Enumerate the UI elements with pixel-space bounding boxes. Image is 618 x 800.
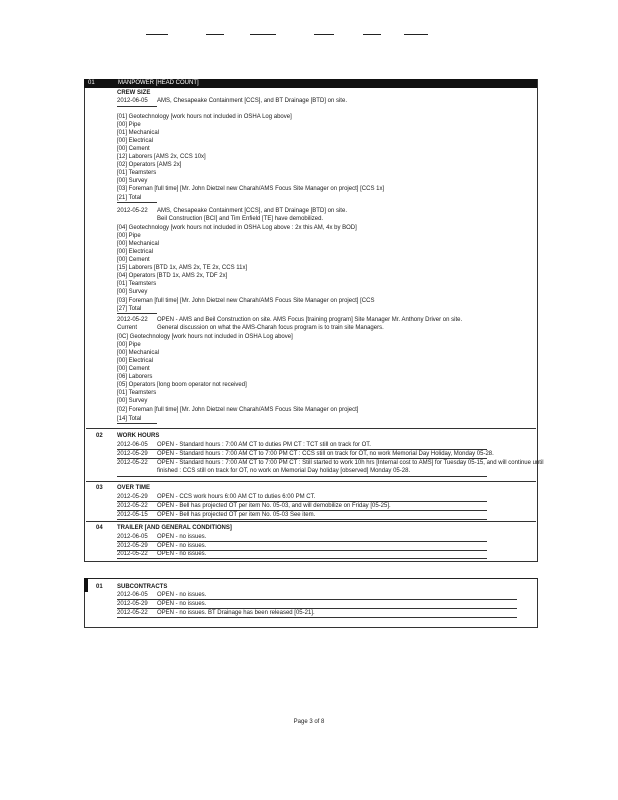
entry-text: OPEN - Bell has projected OT per item No. 05-03, and will demobilize on Friday [05-25]. [157,503,391,509]
entry-date: 2012-05-22 [117,503,148,509]
header-line [404,34,428,35]
entry-date: 2012-06-05 [117,442,148,448]
underline [117,541,487,542]
crew-line: [00] Pipe [117,342,141,348]
entry-date: 2012-05-29 [117,451,148,457]
underline [117,550,487,551]
header-line [206,34,224,35]
entry-date: 2012-05-29 [117,543,148,549]
underline [117,510,487,511]
crew-line: [01] Mechanical [117,130,160,136]
crew-line: [12] Laborers [AMS 2x, CCS 10x] [117,154,206,160]
section-title: MANPOWER [HEAD COUNT] [118,80,199,86]
crew-line: [01] Teamsters [117,390,157,396]
underline [117,501,487,502]
section-number: 01 [88,80,95,86]
entry-text: OPEN - Bell has projected OT per item No. 05-03 See item. [157,512,316,518]
crew-line: [00] Pipe [117,122,141,128]
section-divider [86,521,536,522]
crew-line: [06] Laborers [117,374,153,380]
entry-date: 2012-06-05 [117,534,148,540]
foreman-line: [02] Foreman [full time] [Mr. John Dietzel new Charah/AMS Focus Site Manager on project] [117,407,359,413]
header-line [250,34,276,35]
entry-date: 2012-05-22 [117,208,148,214]
section-divider [86,428,536,429]
header-line [314,34,334,35]
current-desc: General discussion on what the AMS-Charah focus program is to train site Managers. [157,325,384,331]
crew-line: [05] Operators [long boom operator not received] [117,382,247,388]
section-divider [86,481,536,482]
header-line [363,34,381,35]
entry-date: 2012-05-29 [117,601,148,607]
underline [117,608,517,609]
entry-date: 2012-06-05 [117,98,148,104]
entry-text: OPEN - CCS work hours 6:00 AM CT to duties 6:00 PM CT. [157,494,316,500]
underline [117,617,517,618]
crew-line: [00] Electrical [117,249,154,255]
header-line [146,34,168,35]
entry-desc: OPEN - AMS and Beil Construction on site. AMS Focus [training program] Site Manager Mr. Anthony Driver on site. [157,317,463,323]
total-line: [14] Total [117,416,142,422]
entry-date: 2012-05-29 [117,494,148,500]
entry-text: OPEN - Standard hours : 7:00 AM CT to duties PM CT : TCT still on track for OT. [157,442,371,448]
entry-desc-2: Beil Construction [BCI] and Tim Enfield [TE] have demobilized. [157,216,324,222]
section-title: WORK HOURS [117,433,160,439]
section-number: 01 [96,584,103,590]
underline [117,106,157,107]
crew-line: [00] Survey [117,398,148,404]
foreman-line: [03] Foreman [full time] [Mr. John Dietzel new Charah/AMS Focus Site Manager on project] [CCS [117,298,375,304]
entry-date: 2012-06-05 [117,592,148,598]
entry-date: 2012-05-22 [117,610,148,616]
page-number: Page 3 of 8 [293,719,325,725]
crew-line: [00] Survey [117,178,148,184]
crew-line: [00] Electrical [117,138,154,144]
foreman-line: [03] Foreman [full time] [Mr. John Dietzel new Charah/AMS Focus Site Manager on project] [CCS 1x] [117,186,385,192]
underline [117,449,487,450]
crew-line: [01] Teamsters [117,170,157,176]
section-header-bar [84,578,88,592]
entry-desc: AMS, Chesapeake Containment [CCS], and BT Drainage [BTD] on site. [157,98,347,104]
section-title: SUBCONTRACTS [117,584,168,590]
crew-size-label: CREW SIZE [117,90,151,96]
crew-line: [00] Electrical [117,358,154,364]
crew-line: [01] Teamsters [117,281,157,287]
underline [117,313,157,314]
underline [117,519,487,520]
section-title: TRAILER [AND GENERAL CONDITIONS] [117,525,232,531]
entry-text: OPEN - no issues. [157,551,207,557]
entry-date: 2012-05-22 [117,460,148,466]
entry-text: OPEN - Standard hours : 7:00 AM CT to 7:00 PM CT : CCS still on track for OT, no work Memorial Day Holiday, Monday 05-28. [157,451,494,457]
crew-line: [02] Operators [AMS 2x] [117,162,182,168]
crew-line: [00] Mechanical [117,350,160,356]
entry-date: 2012-05-22 [117,317,148,323]
section-title: OVER TIME [117,485,151,491]
section-number: 02 [96,433,103,439]
current-label: Current [117,325,138,331]
crew-line: [0C] Geotechnology [work hours not included in OSHA Log above] [117,334,293,340]
crew-line: [00] Mechanical [117,241,160,247]
crew-line: [00] Pipe [117,233,141,239]
crew-line: [04] Operators [BTD 1x, AMS 2x, TDF 2x] [117,273,228,279]
crew-line: [15] Laborers [BTD 1x, AMS 2x, TE 2x, CCS 11x] [117,265,248,271]
entry-date: 2012-05-15 [117,512,148,518]
crew-line: [01] Geotechnology [work hours not included in OSHA Log above] [117,114,292,120]
entry-text: finished : CCS still on track for OT, no work on Memorial Day holiday [observed] Monday 05-28. [157,468,411,474]
entry-date: 2012-05-22 [117,551,148,557]
crew-line: [00] Cement [117,366,150,372]
crew-line: [00] Cement [117,146,150,152]
crew-line: [04] Geotechnology [work hours not included in OSHA Log above : 2x this AM, 4x by BOD] [117,225,357,231]
underline [117,558,487,559]
section-number: 03 [96,485,103,491]
total-line: [21] Total [117,195,142,201]
crew-line: [00] Cement [117,257,150,263]
entry-text: OPEN - no issues. [157,601,207,607]
crew-line: [00] Survey [117,289,148,295]
entry-text: OPEN - no issues. BT Drainage has been released [05-21]. [157,610,315,616]
section-header-bar [84,79,537,88]
entry-text: OPEN - no issues. [157,534,207,540]
entry-text: OPEN - no issues. [157,592,207,598]
underline [117,476,487,477]
entry-text: OPEN - Standard hours : 7:00 AM CT to 7:00 PM CT : Still started to work 10h hrs [Internal cost to AMS] for Tuesday 05-15, and will continue until [157,460,544,466]
section-number: 04 [96,525,103,531]
underline [117,599,517,600]
underline [117,202,157,203]
entry-text: OPEN - no issues. [157,543,207,549]
entry-desc: AMS, Chesapeake Containment [CCS], and BT Drainage [BTD] on site. [157,208,347,214]
total-line: [27] Total [117,306,142,312]
underline [117,458,487,459]
underline [117,423,157,424]
